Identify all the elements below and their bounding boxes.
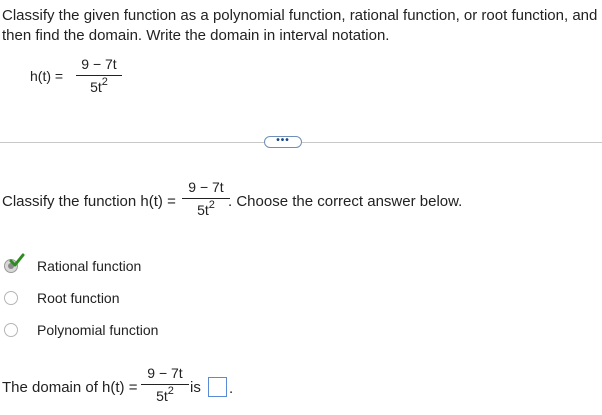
radio-button[interactable] (4, 291, 18, 305)
fraction-bar (141, 384, 189, 385)
option-rational[interactable] (0, 256, 170, 280)
fraction-bar (76, 75, 122, 76)
function-fraction (76, 55, 122, 96)
classify-suffix: . Choose the correct answer below. (228, 193, 463, 210)
domain-fraction (141, 364, 189, 405)
domain-denominator: $5t^2$ (156, 385, 174, 404)
option-polynomial[interactable] (0, 320, 180, 344)
fraction-bar (182, 198, 230, 199)
function-denominator: $5t^2$ (90, 76, 108, 95)
option-root[interactable] (0, 288, 150, 312)
function-lhs: h(t) = (30, 68, 64, 84)
more-button[interactable]: ••• (264, 136, 302, 148)
domain-answer-input[interactable] (208, 377, 227, 397)
classify-fraction (182, 178, 230, 219)
option-label[interactable]: Polynomial function (37, 322, 159, 338)
checkmark-icon (9, 253, 25, 269)
radio-button[interactable] (4, 323, 18, 337)
domain-numerator: 9 − 7t (147, 365, 183, 381)
question-prompt: Classify the given function as a polynomial function, rational function, or root function, and then find the domain. Write the domain in interval notation. (2, 7, 598, 44)
classify-numerator: 9 − 7t (188, 179, 224, 195)
option-label[interactable]: Rational function (37, 258, 142, 274)
option-label[interactable]: Root function (37, 290, 120, 306)
domain-suffix: . (229, 380, 234, 397)
classify-prefix: Classify the function h(t) = (2, 193, 176, 210)
domain-middle: is (190, 379, 201, 396)
domain-prefix: The domain of h(t) = (2, 379, 138, 396)
classify-denominator: $5t^2$ (197, 199, 215, 218)
function-numerator: 9 − 7t (81, 56, 117, 72)
